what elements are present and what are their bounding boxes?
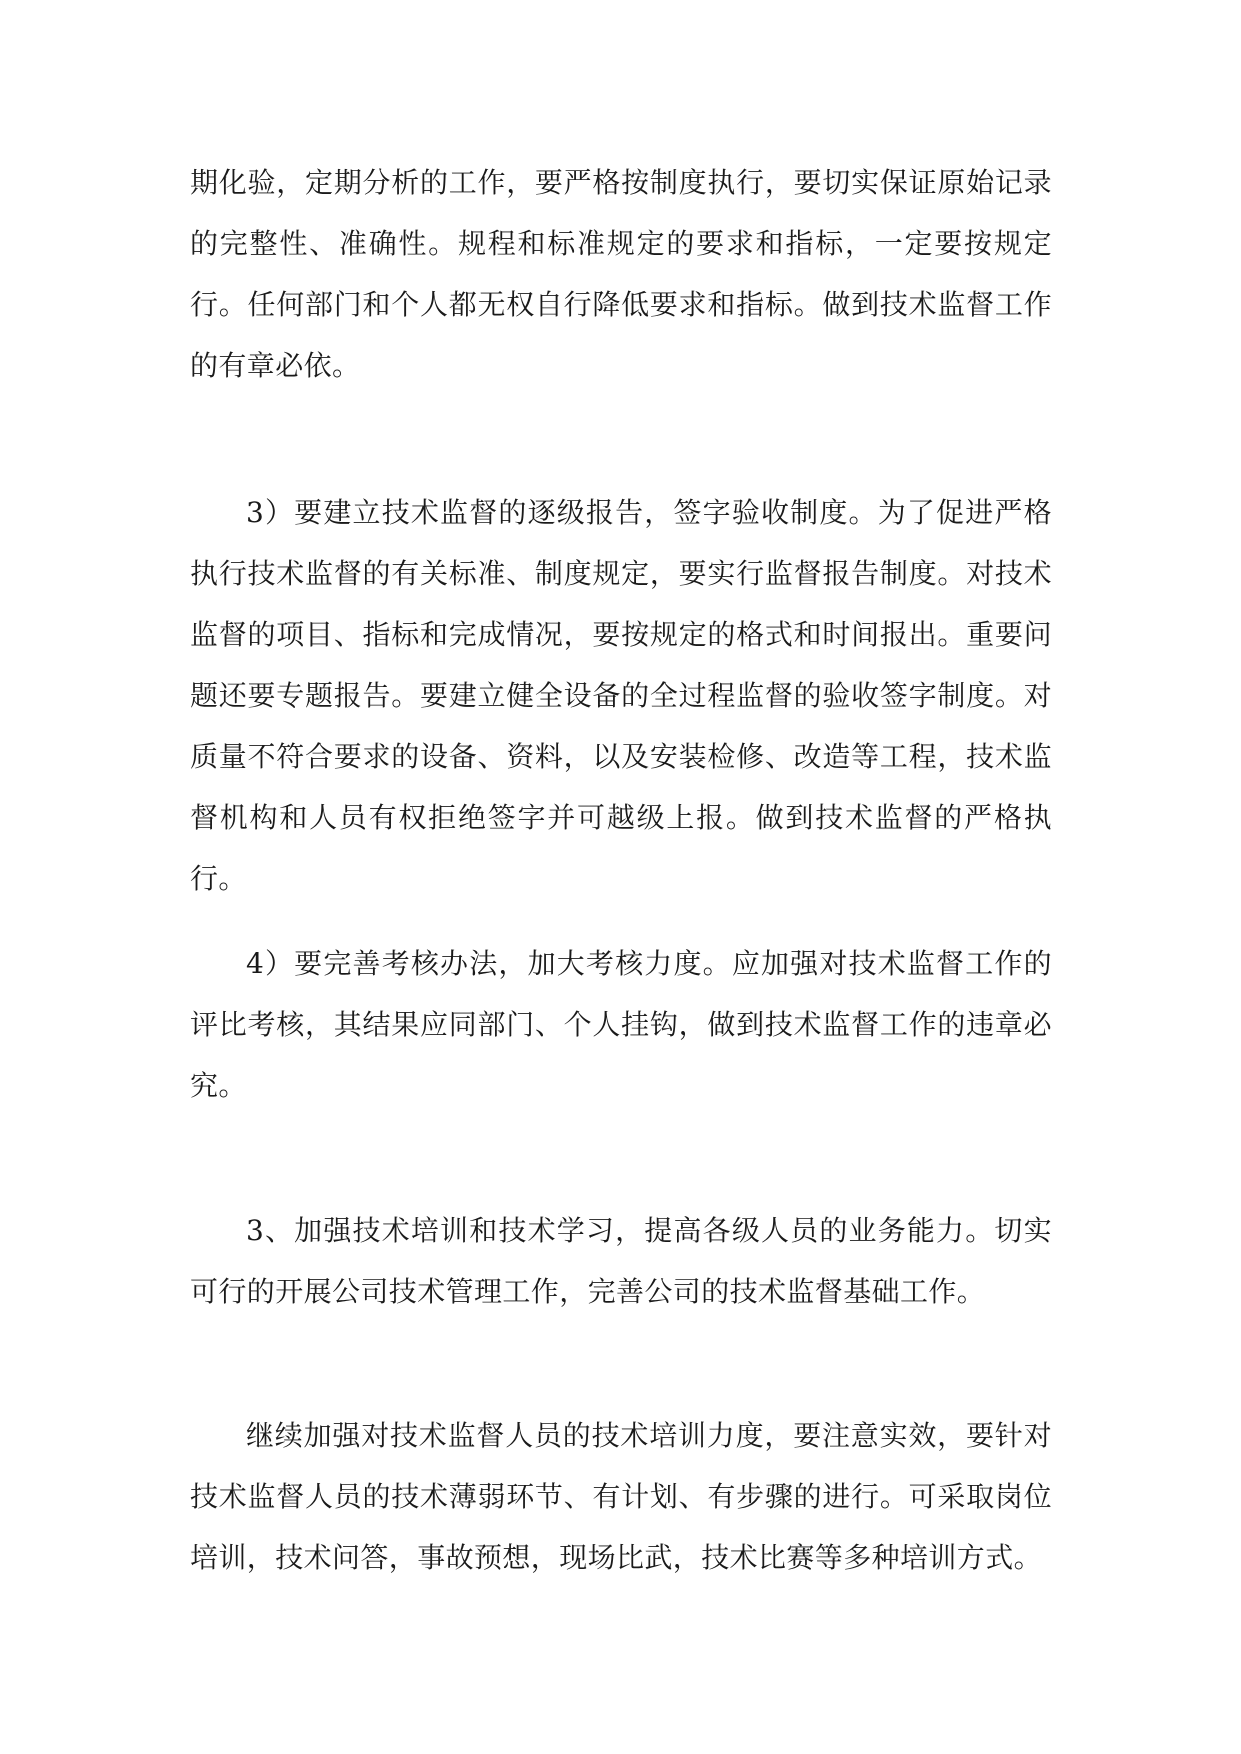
- paragraph-item-4-assessment: 4）要完善考核办法，加大考核力度。应加强对技术监督工作的评比考核，其结果应同部门、个人挂钩，做到技术监督工作的违章必究。: [190, 947, 1052, 1102]
- paragraph-item-3-reporting: 3）要建立技术监督的逐级报告，签字验收制度。为了促进严格执行技术监督的有关标准、制度规定，要实行监督报告制度。对技术监督的项目、指标和完成情况，要按规定的格式和时间报出。重要问题还要专题报告。要建立健全设备的全过程监督的验收签字制度。对质量不符合要求的设备、资料，以及安装检修、改造等工程，技术监督机构和人员有权拒绝签字并可越级上报。做到技术监督的严格执行。: [190, 496, 1052, 895]
- paragraph-training-methods: 继续加强对技术监督人员的技术培训力度，要注意实效，要针对技术监督人员的技术薄弱环节、有计划、有步骤的进行。可采取岗位培训，技术问答，事故预想，现场比武，技术比赛等多种培训方式。: [190, 1419, 1052, 1574]
- paragraph-continuation-records: 期化验，定期分析的工作，要严格按制度执行，要切实保证原始记录的完整性、准确性。规程和标准规定的要求和指标，一定要按规定行。任何部门和个人都无权自行降低要求和指标。做到技术监督工作的有章必依。: [190, 166, 1052, 382]
- paragraph-section-3-training: 3、加强技术培训和技术学习，提高各级人员的业务能力。切实可行的开展公司技术管理工作，完善公司的技术监督基础工作。: [190, 1214, 1052, 1308]
